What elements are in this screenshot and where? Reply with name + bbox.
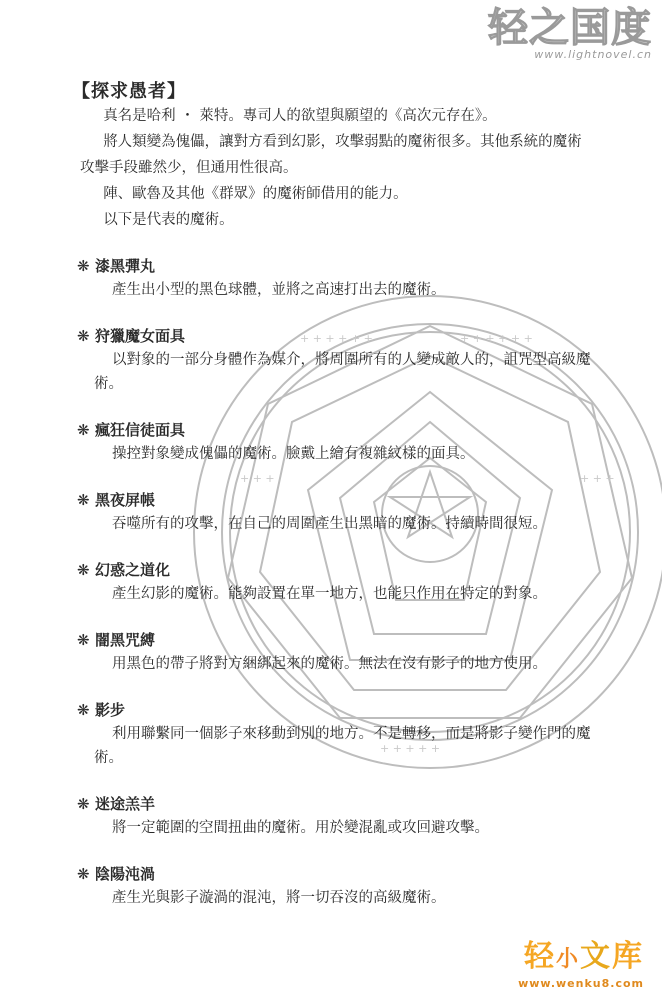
spell-description-cont: 術。 (94, 376, 123, 392)
watermark-top (488, 4, 652, 61)
spell-list (77, 254, 620, 910)
bullet-icon: ❋ (77, 631, 90, 649)
watermark-char-2: 小 (555, 947, 580, 972)
spell-entry (77, 862, 620, 910)
spell-name: 瘋狂信徒面具 (95, 421, 186, 439)
spell-entry (77, 254, 620, 302)
spell-title (77, 558, 620, 582)
watermark-top-title: 轻之国度 (488, 5, 652, 51)
spell-entry (77, 628, 620, 676)
svg-text:+ + +: + + + (240, 472, 275, 485)
spell-description: 產生光與影子漩渦的混沌，將一切吞沒的高級魔術。 (112, 890, 446, 906)
watermark-bottom-title (518, 940, 644, 977)
svg-text:+ + + + + +: + + + + + + (300, 332, 373, 345)
spell-title (77, 862, 620, 886)
spell-title (77, 792, 620, 816)
bullet-icon: ❋ (77, 491, 90, 509)
spell-entry (77, 792, 620, 840)
paragraph-4: 以下是代表的魔術。 (103, 212, 234, 228)
spell-entry (77, 488, 620, 536)
svg-text:+ + + + +: + + + + + (380, 742, 441, 755)
spell-title (77, 418, 620, 442)
spell-description: 產生出小型的黑色球體，並將之高速打出去的魔術。 (112, 282, 446, 298)
svg-text:+ + +: + + + (580, 472, 615, 485)
watermark-bottom-url: www.wenku8.com (518, 977, 644, 990)
spell-name: 闇黑咒縛 (95, 631, 156, 649)
bullet-icon: ❋ (77, 257, 90, 275)
watermark-char-4: 库 (612, 939, 644, 974)
spell-description: 用黑色的帶子將對方綑綁起來的魔術。無法在沒有影子的地方使用。 (112, 656, 547, 672)
spell-title (77, 324, 620, 348)
spell-name: 迷途羔羊 (95, 795, 156, 813)
bullet-icon: ❋ (77, 795, 90, 813)
spell-name: 狩獵魔女面具 (95, 327, 186, 345)
spell-title (77, 488, 620, 512)
spell-description: 以對象的一部分身體作為媒介，將周圍所有的人變成敵人的，詛咒型高級魔 (112, 352, 591, 368)
spell-entry (77, 324, 620, 396)
spell-entry (77, 418, 620, 466)
spell-description: 操控對象變成傀儡的魔術。臉戴上繪有複雜紋樣的面具。 (112, 446, 475, 462)
spell-description: 利用聯繫同一個影子來移動到別的地方。不是轉移，而是將影子變作門的魔 (112, 726, 591, 742)
spell-description: 將一定範圍的空間扭曲的魔術。用於變混亂或攻回避攻擊。 (112, 820, 489, 836)
paragraph-2: 將人類變為傀儡，讓對方看到幻影，攻擊弱點的魔術很多。其他系統的魔術 (103, 134, 582, 150)
bullet-icon: ❋ (77, 865, 90, 883)
spell-title (77, 698, 620, 722)
watermark-top-url: www.lightnovel.cn (534, 48, 652, 61)
spell-entry (77, 558, 620, 606)
spell-description: 產生幻影的魔術。能夠設置在單一地方，也能只作用在特定的對象。 (112, 586, 547, 602)
watermark-char-1: 轻 (523, 939, 556, 974)
bullet-icon: ❋ (77, 561, 90, 579)
paragraph-1: 真名是哈利 ・ 萊特。專司人的欲望與願望的《高次元存在》。 (103, 108, 497, 124)
spell-name: 陰陽沌渦 (95, 865, 156, 883)
bullet-icon: ❋ (77, 421, 90, 439)
page-content (72, 80, 620, 910)
spell-description-cont: 術。 (94, 750, 123, 766)
spell-name: 幻惑之道化 (95, 561, 171, 579)
spell-title (77, 628, 620, 652)
spell-title (77, 254, 620, 278)
bullet-icon: ❋ (77, 327, 90, 345)
watermark-bottom (518, 940, 644, 990)
spell-description: 吞噬所有的攻擊，在自己的周圍產生出黑暗的魔術。持續時間很短。 (112, 516, 547, 532)
svg-text:+ + + + + +: + + + + + + (460, 332, 533, 345)
bullet-icon: ❋ (77, 701, 90, 719)
spell-name: 漆黑彈丸 (95, 257, 156, 275)
spell-name: 黑夜屏帳 (95, 491, 156, 509)
section-heading: 【探求愚者】 (72, 81, 186, 102)
spell-entry (77, 698, 620, 770)
spell-name: 影步 (95, 701, 126, 719)
paragraph-2-cont: 攻擊手段雖然少，但通用性很高。 (80, 160, 298, 176)
watermark-char-3: 文 (580, 939, 612, 974)
paragraph-3: 陣、歐魯及其他《群眾》的魔術師借用的能力。 (103, 186, 408, 202)
